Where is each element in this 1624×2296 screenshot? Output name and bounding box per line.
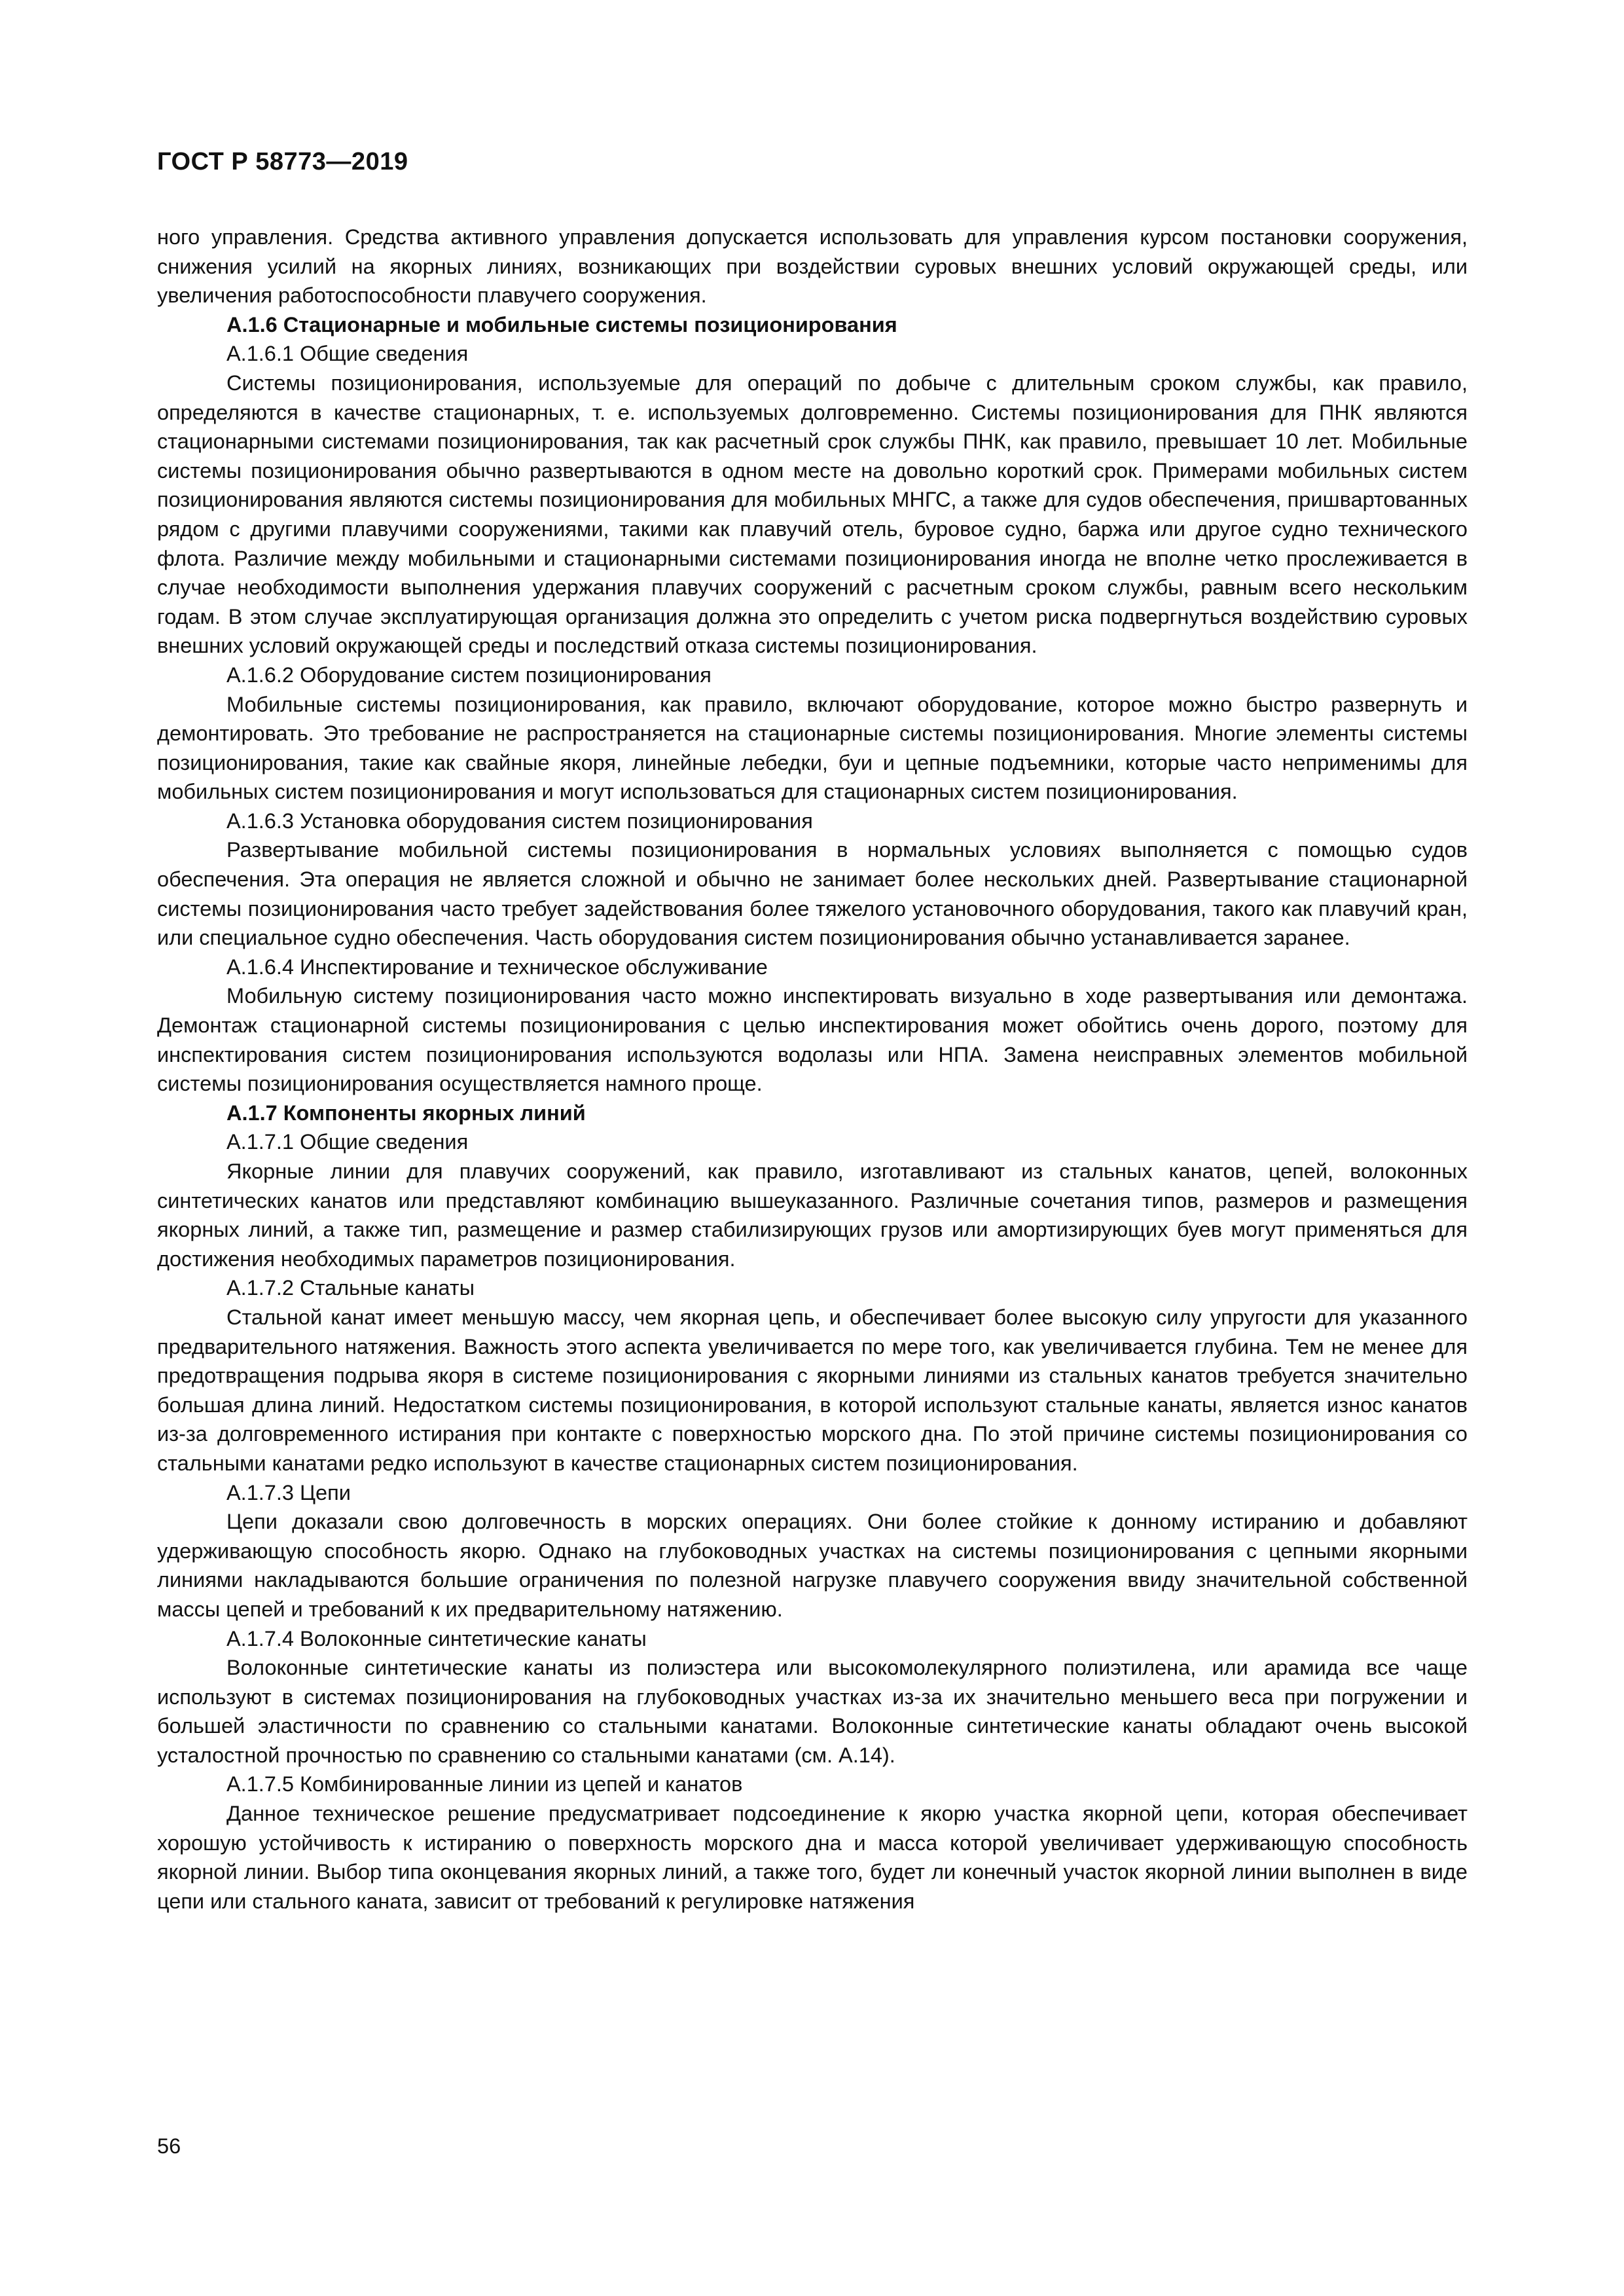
document-header: ГОСТ Р 58773—2019 (157, 148, 408, 175)
subsection-heading-a163: А.1.6.3 Установка оборудования систем позиционирования (226, 809, 813, 833)
section-heading-a16: А.1.6 Стационарные и мобильные системы позиционирования (226, 312, 897, 337)
subsection-heading-a175: А.1.7.5 Комбинированные линии из цепей и канатов (226, 1772, 743, 1796)
subsection-heading-a164: А.1.6.4 Инспектирование и техническое обслуживание (226, 955, 768, 979)
paragraph-a163: Развертывание мобильной системы позиционирования в нормальных условиях выполняется с помощью судов обеспечения. Эта операция не является сложной и обычно не занимает более нескольких дней. Развертывание стационарной системы позиционирования часто требует задействования более тяжелого установочного оборудования, такого как плавучий кран, или специальное судно обеспечения. Часть оборудования систем позиционирования обычно устанавливается заранее. (157, 838, 1468, 950)
subsection-heading-a172: А.1.7.2 Стальные канаты (226, 1276, 475, 1300)
subsection-heading-a161: А.1.6.1 Общие сведения (226, 342, 469, 366)
subsection-heading-a173: А.1.7.3 Цепи (226, 1480, 351, 1504)
subsection-heading-a174: А.1.7.4 Волоконные синтетические канаты (226, 1626, 647, 1650)
paragraph-a171: Якорные линии для плавучих сооружений, как правило, изготавливают из стальных канатов, цепей, волоконных синтетических канатов или представляют комбинацию вышеуказанного. Различные сочетания типов, размеров и размещения якорных линий, а также тип, размещение и размер стабилизирующих грузов или амортизирующих буев могут применяться для достижения необходимых параметров позиционирования. (157, 1159, 1468, 1271)
page-number: 56 (157, 2134, 181, 2158)
paragraph-a164: Мобильную систему позиционирования часто можно инспектировать визуально в ходе развертывания или демонтажа. Демонтаж стационарной системы позиционирования с целью инспектирования может обойтись очень дорого, поэтому для инспектирования систем позиционирования используются водолазы или НПА. Замена неисправных элементов мобильной системы позиционирования осуществляется намного проще. (157, 984, 1468, 1096)
paragraph-a173: Цепи доказали свою долговечность в морских операциях. Они более стойкие к донному истиранию и добавляют удерживающую способность якорю. Однако на глубоководных участках на системы позиционирования с цепными якорными линиями накладываются большие ограничения по полезной нагрузке плавучего сооружения ввиду значительной собственной массы цепей и требований к их предварительному натяжению. (157, 1510, 1468, 1621)
document-body (157, 223, 1468, 1916)
paragraph-a172: Стальной канат имеет меньшую массу, чем якорная цепь, и обеспечивает более высокую силу упругости для указанного предварительного натяжения. Важность этого аспекта увеличивается по мере того, как увеличивается глубина. Тем не менее для предотвращения подрыва якоря в системе позиционирования с якорными линиями из стальных канатов требуется значительно большая длина линий. Недостатком системы позиционирования, в которой используют стальные канаты, является износ канатов из-за долговременного истирания при контакте с поверхностью морского дна. По этой причине системы позиционирования со стальными канатами редко используют в качестве стационарных систем позиционирования. (157, 1305, 1468, 1475)
paragraph-a161: Системы позиционирования, используемые для операций по добыче с длительным сроком службы, как правило, определяются в качестве стационарных, т. е. используемых долговременно. Системы позиционирования для ПНК являются стационарными системами позиционирования, так как расчетный срок службы ПНК, как правило, превышает 10 лет. Мобильные системы позиционирования обычно развертываются в одном месте на довольно короткий срок. Примерами мобильных систем позиционирования являются системы позиционирования для мобильных МНГС, а также для судов обеспечения, пришвартованных рядом с другими плавучими сооружениями, такими как плавучий отель, буровое судно, баржа или другое судно технического флота. Различие между мобильными и стационарными системами позиционирования иногда не вполне четко прослеживается в случае необходимости выполнения удержания плавучих сооружений с расчетным сроком службы, равным всего нескольким годам. В этом случае эксплуатирующая организация должна это определить с учетом риска подвергнуться воздействию суровых внешних условий окружающей среды и последствий отказа системы позиционирования. (157, 371, 1468, 658)
section-heading-a17: А.1.7 Компоненты якорных линий (226, 1101, 586, 1125)
paragraph-a175: Данное техническое решение предусматривает подсоединение к якорю участка якорной цепи, которая обеспечивает хорошую устойчивость к истиранию о поверхность морского дна и масса которой увеличивает удерживающую способность якорной линии. Выбор типа оконцевания якорных линий, а также того, будет ли конечный участок якорной линии выполнен в виде цепи или стального каната, зависит от требований к регулировке натяжения (157, 1802, 1468, 1913)
paragraph-a162: Мобильные системы позиционирования, как правило, включают оборудование, которое можно быстро развернуть и демонтировать. Это требование не распространяется на стационарные системы позиционирования. Многие элементы системы позиционирования, такие как свайные якоря, линейные лебедки, буи и цепные подъемники, которые часто неприменимы для мобильных систем позиционирования и могут использоваться для стационарных систем позиционирования. (157, 692, 1468, 804)
subsection-heading-a162: А.1.6.2 Оборудование систем позиционирования (226, 663, 712, 687)
paragraph-a174: Волоконные синтетические канаты из полиэстера или высокомолекулярного полиэтилена, или арамида все чаще используют в системах позиционирования на глубоководных участках из-за их значительно меньшего веса при погружении и большей эластичности по сравнению со стальными канатами. Волоконные синтетические канаты обладают очень высокой усталостной прочностью по сравнению со стальными канатами (см. А.14). (157, 1656, 1468, 1767)
subsection-heading-a171: А.1.7.1 Общие сведения (226, 1130, 469, 1154)
paragraph-continuation: ного управления. Средства активного управления допускается использовать для управления курсом постановки сооружения, снижения усилий на якорных линиях, возникающих при воздействии суровых внешних условий окружающей среды, или увеличения работоспособности плавучего сооружения. (157, 225, 1468, 308)
